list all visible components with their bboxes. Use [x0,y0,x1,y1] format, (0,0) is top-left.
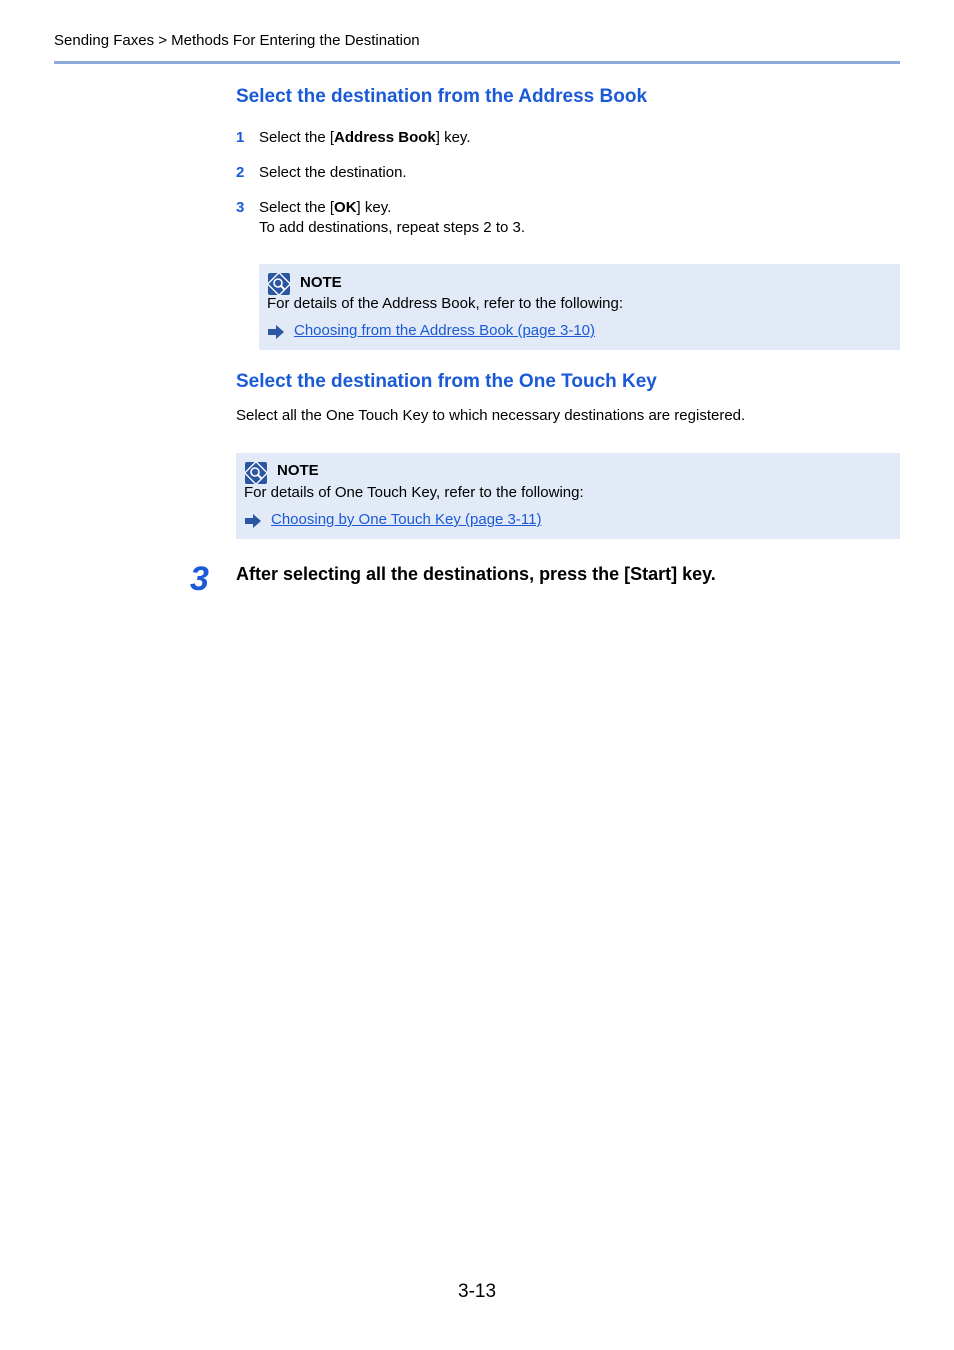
link-choosing-from-address-book[interactable]: Choosing from the Address Book (page 3-10) [294,322,596,339]
step-number-2: 2 [236,164,245,181]
step-text-1-prefix: Select the [ [259,129,335,146]
note-text: For details of One Touch Key, refer to the following: [244,484,584,501]
step-text-1-suffix: ] key. [435,129,471,146]
section-heading-address-book: Select the destination from the Address Book [236,86,648,107]
step-text-2: Select the destination. [259,164,407,181]
main-step-text: After selecting all the destinations, press the [Start] key. [236,564,716,584]
arrow-right-icon [244,514,262,528]
link-choosing-by-one-touch-key[interactable]: Choosing by One Touch Key (page 3-11) [271,511,542,528]
note-box-address-book [259,264,900,350]
arrow-right-icon [267,325,285,339]
step-text-3 [259,199,391,217]
note-icon [245,462,267,484]
step-text-3-suffix: ] key. [356,199,392,216]
header-rule [54,61,900,64]
step-number-1: 1 [236,129,245,146]
step-number-3: 3 [236,199,245,216]
note-label: NOTE [277,462,319,479]
note-text: For details of the Address Book, refer to the following: [267,295,624,312]
step-text-1 [259,129,470,147]
key-name-address-book: Address Book [334,129,436,146]
note-box-one-touch-key [236,453,900,539]
step-text-3-prefix: Select the [ [259,199,335,216]
page-number: 3-13 [458,1281,497,1302]
section-heading-one-touch-key: Select the destination from the One Touch Key [236,371,657,392]
main-step-number: 3 [190,560,209,598]
note-label: NOTE [300,274,342,291]
note-icon [268,273,290,295]
section-body-text: Select all the One Touch Key to which necessary destinations are registered. [236,407,746,424]
key-name-ok: OK [334,199,357,216]
step-subtext-3: To add destinations, repeat steps 2 to 3. [259,219,526,236]
breadcrumb: Sending Faxes > Methods For Entering the Destination [54,32,420,49]
